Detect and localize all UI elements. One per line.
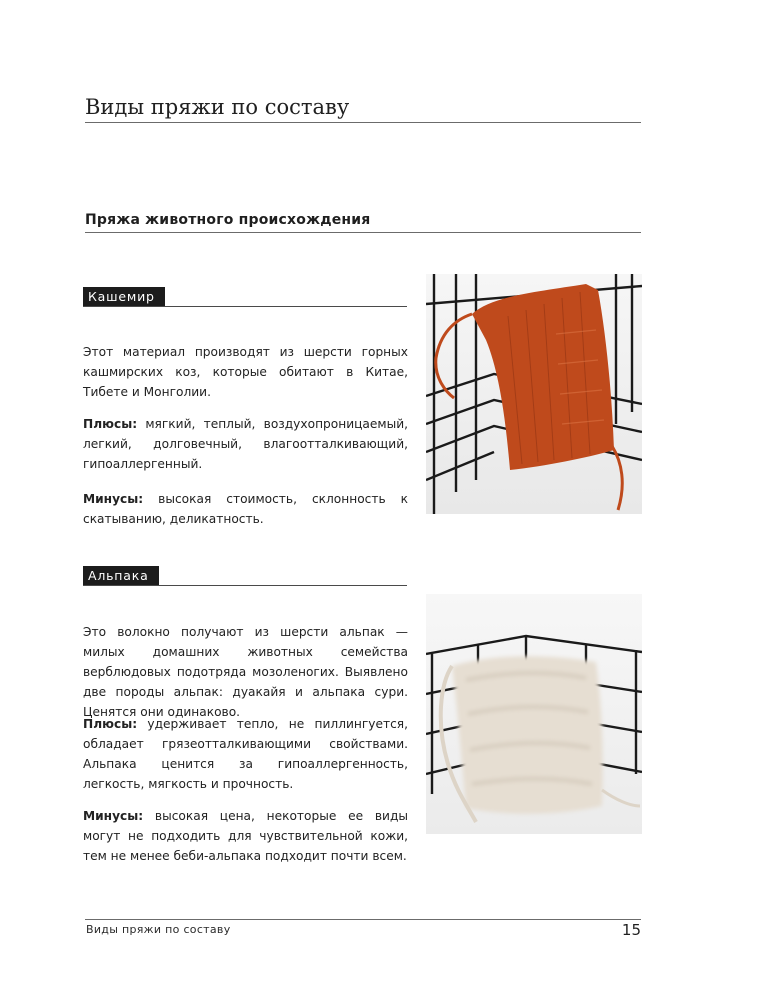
page-title: Виды пряжи по составу xyxy=(85,94,641,123)
alpaca-pros-text: удерживает тепло, не пиллингуется, обладает грязеотталкивающими свойствами. Альпака ценится за гипоаллергенность, легкость, мягкость и прочность. xyxy=(83,717,408,791)
cashmere-cons-label: Минусы: xyxy=(83,492,144,506)
cashmere-heading-label: Кашемир xyxy=(83,287,165,306)
alpaca-description: Это волокно получают из шерсти альпак — милых домашних животных семейства верблюдовых подотряда мозоленогих. Выявлено две породы альпак: дуакайя и альпака сури. Ценятся они одинаково. xyxy=(83,625,408,719)
alpaca-heading-label: Альпака xyxy=(83,566,159,585)
alpaca-pros-label: Плюсы: xyxy=(83,717,138,731)
cashmere-pros xyxy=(83,414,408,474)
alpaca-swatch-photo xyxy=(426,594,642,834)
alpaca-cons-label: Минусы: xyxy=(83,809,144,823)
footer-rule xyxy=(85,919,641,920)
cashmere-heading xyxy=(83,286,407,307)
section-title: Пряжа животного происхождения xyxy=(85,210,641,233)
alpaca-cons-text: высокая цена, некоторые ее виды могут не подходить для чувствительной кожи, тем не менее беби-альпака подходит почти всем. xyxy=(83,809,408,863)
cashmere-pros-label: Плюсы: xyxy=(83,417,138,431)
cashmere-cons-text: высокая стоимость, склонность к скатыванию, деликатность. xyxy=(83,492,408,526)
alpaca-pros xyxy=(83,714,408,794)
cashmere-cons xyxy=(83,489,408,529)
footer-title: Виды пряжи по составу xyxy=(86,923,231,936)
cashmere-swatch-photo xyxy=(426,274,642,514)
alpaca-cons xyxy=(83,806,408,866)
cashmere-pros-text: мягкий, теплый, воздухопроницаемый, легкий, долговечный, влагоотталкивающий, гипоаллергенный. xyxy=(83,417,408,471)
page-number: 15 xyxy=(621,921,641,939)
cashmere-description: Этот материал производят из шерсти горных кашмирских коз, которые обитают в Китае, Тибете и Монголии. xyxy=(83,345,408,399)
alpaca-heading xyxy=(83,565,407,586)
